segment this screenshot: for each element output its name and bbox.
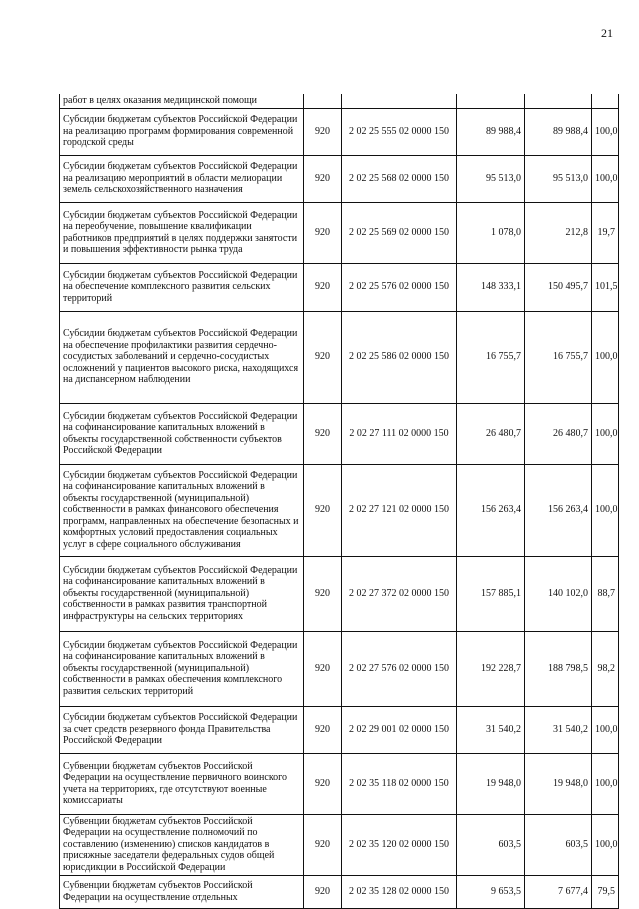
row-admin-code: 920 [304,311,342,403]
table-row [60,556,619,631]
row-description: Субсидии бюджетам субъектов Российской Федерации на софинансирование капитальных вложений в объекты государственной собственности субъектов Российской Федерации [60,403,304,464]
row-execution-percent: 79,5 [592,875,619,908]
row-actual-amount: 212,8 [525,202,592,263]
row-admin-code: 920 [304,155,342,202]
row-budget-code: 2 02 25 568 02 0000 150 [342,155,457,202]
row-admin-code: 920 [304,814,342,875]
row-actual-amount: 7 677,4 [525,875,592,908]
row-admin-code: 920 [304,631,342,706]
row-budget-code: 2 02 25 555 02 0000 150 [342,108,457,155]
row-description: Субсидии бюджетам субъектов Российской Федерации на софинансирование капитальных вложений в объекты государственной (муниципальной) собственности в рамках обеспечения комплексного развития сельских территорий [60,631,304,706]
row-description: Субсидии бюджетам субъектов Российской Федерации на реализацию программ формирования современной городской среды [60,108,304,155]
row-admin-code: 920 [304,403,342,464]
row-planned-amount: 9 653,5 [457,875,525,908]
row-description: Субвенции бюджетам субъектов Российской Федерации на осуществление отдельных [60,875,304,908]
row-description: Субсидии бюджетам субъектов Российской Федерации на софинансирование капитальных вложений в объекты государственной (муниципальной) собственности в рамках развития транспортной инфраструктуры на сельских территориях [60,556,304,631]
row-admin-code [304,94,342,108]
row-execution-percent: 88,7 [592,556,619,631]
row-budget-code: 2 02 35 128 02 0000 150 [342,875,457,908]
row-admin-code: 920 [304,706,342,753]
row-planned-amount: 157 885,1 [457,556,525,631]
row-planned-amount: 31 540,2 [457,706,525,753]
row-budget-code: 2 02 27 121 02 0000 150 [342,464,457,556]
row-execution-percent: 100,0 [592,311,619,403]
row-budget-code: 2 02 27 576 02 0000 150 [342,631,457,706]
table-row [60,631,619,706]
row-execution-percent: 19,7 [592,202,619,263]
row-actual-amount: 188 798,5 [525,631,592,706]
row-planned-amount: 95 513,0 [457,155,525,202]
row-planned-amount: 26 480,7 [457,403,525,464]
row-admin-code: 920 [304,464,342,556]
row-planned-amount: 603,5 [457,814,525,875]
row-budget-code: 2 02 27 111 02 0000 150 [342,403,457,464]
row-planned-amount: 19 948,0 [457,753,525,814]
row-actual-amount: 156 263,4 [525,464,592,556]
row-planned-amount: 148 333,1 [457,263,525,311]
row-actual-amount: 19 948,0 [525,753,592,814]
row-budget-code: 2 02 35 120 02 0000 150 [342,814,457,875]
row-execution-percent: 100,0 [592,155,619,202]
row-description: Субсидии бюджетам субъектов Российской Федерации на обеспечение комплексного развития сельских территорий [60,263,304,311]
row-description: Субсидии бюджетам субъектов Российской Федерации на софинансирование капитальных вложений в объекты государственной (муниципальной) собственности в рамках финансового обеспечения программ, направленных на обеспечение безопасных и комфортных условий предоставления социальных услуг в сфере социального обслуживания [60,464,304,556]
table-row [60,753,619,814]
row-description: Субсидии бюджетам субъектов Российской Федерации на переобучение, повышение квалификации работников предприятий в целях поддержки занятости и повышения эффективности рынка труда [60,202,304,263]
row-actual-amount [525,94,592,108]
row-execution-percent: 100,0 [592,403,619,464]
row-description: Субсидии бюджетам субъектов Российской Федерации на обеспечение профилактики развития сердечно-сосудистых заболеваний и сердечно-сосудистых осложнений у пациентов высокого риска, находящихся на диспансерном наблюдении [60,311,304,403]
row-actual-amount: 31 540,2 [525,706,592,753]
table-row [60,108,619,155]
table-row [60,464,619,556]
row-description: работ в целях оказания медицинской помощи [60,94,304,108]
budget-table-body [60,94,619,908]
row-budget-code: 2 02 27 372 02 0000 150 [342,556,457,631]
table-row [60,202,619,263]
row-actual-amount: 603,5 [525,814,592,875]
row-budget-code [342,94,457,108]
row-budget-code: 2 02 35 118 02 0000 150 [342,753,457,814]
row-admin-code: 920 [304,875,342,908]
row-execution-percent: 100,0 [592,464,619,556]
budget-table [59,94,619,909]
page-number: 21 [601,26,613,40]
table-row [60,875,619,908]
row-planned-amount: 156 263,4 [457,464,525,556]
row-admin-code: 920 [304,202,342,263]
table-row [60,814,619,875]
row-execution-percent: 98,2 [592,631,619,706]
table-row [60,403,619,464]
table-row [60,94,619,108]
row-actual-amount: 140 102,0 [525,556,592,631]
row-description: Субвенции бюджетам субъектов Российской Федерации на осуществление полномочий по составлению (изменению) списков кандидатов в присяжные заседатели федеральных судов общей юрисдикции в Российской Федерации [60,814,304,875]
table-row [60,311,619,403]
row-actual-amount: 26 480,7 [525,403,592,464]
row-budget-code: 2 02 25 576 02 0000 150 [342,263,457,311]
row-planned-amount [457,94,525,108]
row-execution-percent: 100,0 [592,814,619,875]
row-admin-code: 920 [304,108,342,155]
row-execution-percent [592,94,619,108]
row-admin-code: 920 [304,556,342,631]
table-row [60,706,619,753]
row-execution-percent: 100,0 [592,108,619,155]
row-actual-amount: 150 495,7 [525,263,592,311]
table-row [60,155,619,202]
row-budget-code: 2 02 29 001 02 0000 150 [342,706,457,753]
row-execution-percent: 100,0 [592,706,619,753]
row-description: Субвенции бюджетам субъектов Российской Федерации на осуществление первичного воинского учета на территориях, где отсутствуют военные комиссариаты [60,753,304,814]
row-planned-amount: 16 755,7 [457,311,525,403]
row-execution-percent: 100,0 [592,753,619,814]
row-admin-code: 920 [304,263,342,311]
table-row [60,263,619,311]
row-actual-amount: 95 513,0 [525,155,592,202]
row-admin-code: 920 [304,753,342,814]
row-description: Субсидии бюджетам субъектов Российской Федерации за счет средств резервного фонда Правительства Российской Федерации [60,706,304,753]
row-execution-percent: 101,5 [592,263,619,311]
row-actual-amount: 89 988,4 [525,108,592,155]
row-budget-code: 2 02 25 569 02 0000 150 [342,202,457,263]
row-planned-amount: 192 228,7 [457,631,525,706]
row-planned-amount: 89 988,4 [457,108,525,155]
row-planned-amount: 1 078,0 [457,202,525,263]
row-description: Субсидии бюджетам субъектов Российской Федерации на реализацию мероприятий в области мелиорации земель сельскохозяйственного назначения [60,155,304,202]
row-budget-code: 2 02 25 586 02 0000 150 [342,311,457,403]
row-actual-amount: 16 755,7 [525,311,592,403]
